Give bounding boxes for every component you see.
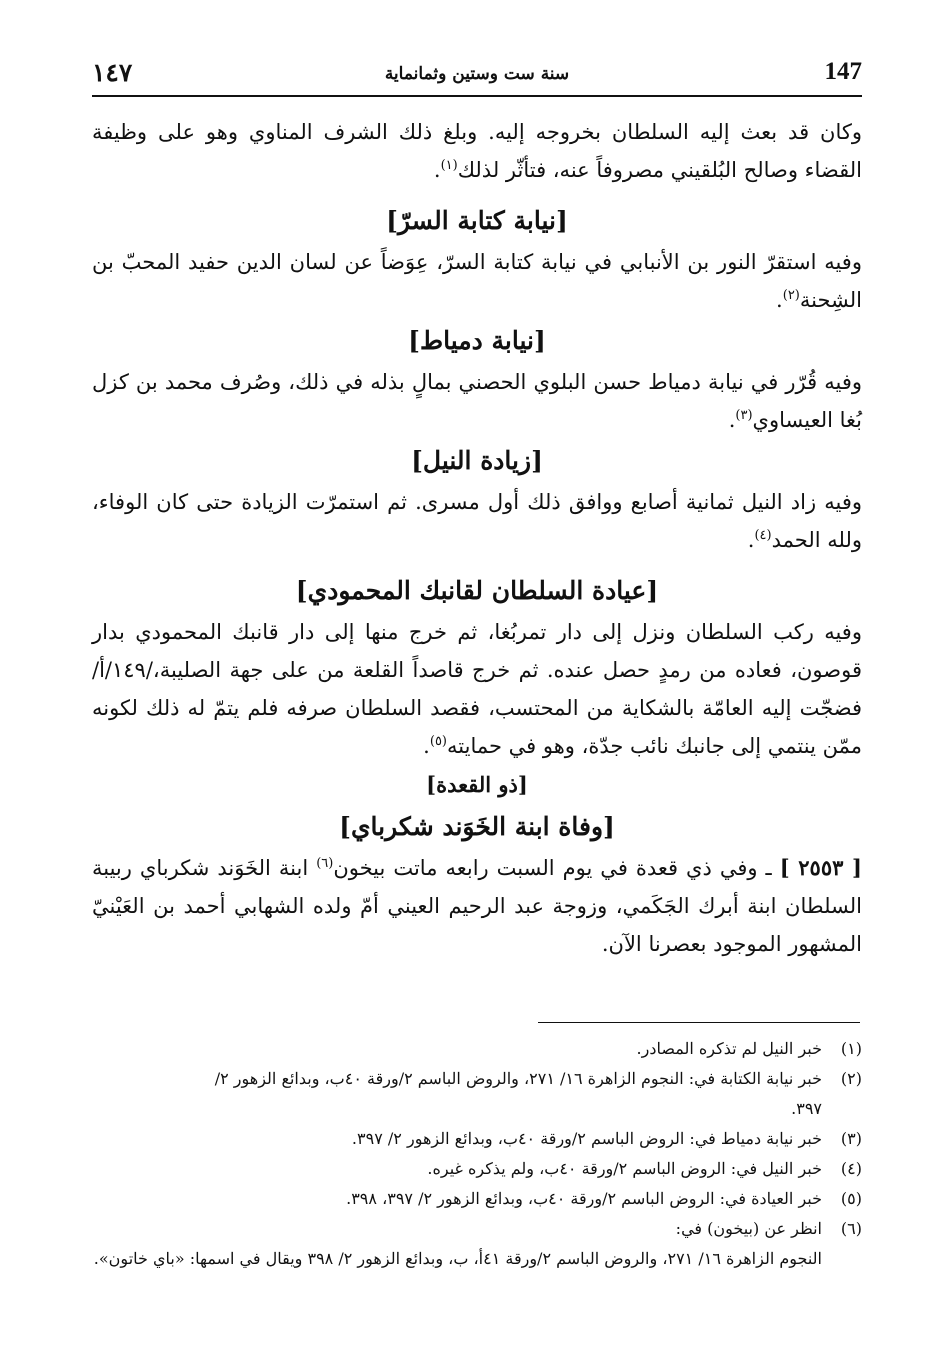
- footnote-number: (٢): [840, 1069, 862, 1088]
- section-heading: [عيادة السلطان لقانبك المحمودي]: [295, 576, 659, 605]
- footnote: [92, 1124, 862, 1154]
- footnote-marker: (٥): [429, 734, 447, 749]
- footnote-text: خبر العيادة في: الروض الباسم ٢/ورقة ٤٠ب، وبدائع الزهور ٢/ ٣٩٧، ٣٩٨.: [346, 1189, 822, 1208]
- footnote-number: (٦): [840, 1219, 862, 1238]
- paragraph: [ ٢٥٥٣ ] ـ وفي ذي قعدة في يوم السبت رابعه ماتت بيخون$^{(٦)}$ ابنة الخَوَند شكرباي ربيبة السلطان ابنة أبرك الجَكَمي، وزوجة عبد الرحيم العيني أمّ ولده الشهابي أحمد بن العَيْنيّ المشهور الموجود بعصرنا الآن.: [92, 855, 862, 956]
- footnote-continuation: النجوم الزاهرة ١٦/ ٢٧١، والروض الباسم ٢/ورقة ٤١أ، ب، وبدائع الزهور ٢/ ٣٩٨ ويقال في اسمها: «باي خاتون».: [93, 1249, 822, 1268]
- footnote-text: خبر نيابة دمياط في: الروض الباسم ٢/ورقة ٤٠ب، وبدائع الزهور ٢/ ٣٩٧.: [351, 1129, 822, 1148]
- footnotes: [92, 1034, 862, 1274]
- header-rule: [92, 95, 862, 97]
- footnote-marker: (٣): [735, 408, 753, 423]
- footnote: [92, 1064, 862, 1094]
- footnote-number: (٣): [840, 1129, 862, 1148]
- section-heading: [زيادة النيل]: [411, 446, 543, 475]
- entry-number: [ ٢٥٥٣ ]: [779, 855, 862, 880]
- footnote-text: خبر النيل في: الروض الباسم ٢/ورقة ٤٠ب، ولم يذكره غيره.: [427, 1159, 822, 1178]
- paragraph: وفيه ركب السلطان ونزل إلى دار تمربُغا، ثم خرج منها إلى دار قانبك المحمودي بدار قوصون، فعاده من رمدٍ حصل عنده. ثم خرج قاصداً القلعة من على جهة الصليبة،/١٤٩/أ/ فضجّت إليه العامّة بالشكاية من المحتسب، فقصد السلطان صرفه فلم يتمّ له ذلك لكونه ممّن ينتمي إلى جانبك نائب جدّة، وهو في حمايته$^{(٥)}$.: [92, 620, 862, 758]
- footnote: [92, 1034, 862, 1064]
- main-text: [92, 113, 862, 963]
- page-number-arabic: ١٤٧: [92, 58, 133, 87]
- footnote-text: انظر عن (بيخون) في:: [675, 1219, 822, 1238]
- footnote-text: خبر نيابة الكتابة في: النجوم الزاهرة ١٦/ ٢٧١، والروض الباسم ٢/ورقة ٤٠ب، وبدائع الزهور ٢/: [214, 1069, 822, 1088]
- footnote: [92, 1154, 862, 1184]
- footnote: [92, 1214, 862, 1244]
- footnote-marker: (٦): [316, 856, 334, 871]
- section-heading: [وفاة ابنة الخَوَند شكرباي]: [339, 812, 615, 841]
- footnote-number: (٥): [840, 1189, 862, 1208]
- paragraph: وفيه استقرّ النور بن الأنبابي في نيابة كتابة السرّ، عِوَضاً عن لسان الدين حفيد المحبّ بن الشِحنة$^{(٢)}$.: [92, 250, 862, 312]
- footnote-marker: (٢): [782, 288, 800, 303]
- paragraph: وفيه زاد النيل ثمانية أصابع ووافق ذلك أول مسرى. ثم استمرّت الزيادة حتى كان الوفاء، ولله الحمد$^{(٤)}$.: [92, 490, 862, 552]
- footnote-number: (١): [840, 1039, 862, 1058]
- footnote-rule: [538, 1022, 860, 1023]
- section-heading: [نيابة كتابة السرّ]: [386, 206, 568, 235]
- page-header: [92, 58, 862, 102]
- footnote-number: (٤): [840, 1159, 862, 1178]
- footnote-marker: (٤): [754, 528, 772, 543]
- page-number-latin: 147: [824, 58, 862, 85]
- section-heading: [نيابة دمياط]: [408, 326, 546, 355]
- month-heading: [ذو القعدة]: [426, 772, 528, 797]
- footnote: [92, 1184, 862, 1214]
- footnote-text: خبر النيل لم تذكره المصادر.: [636, 1039, 822, 1058]
- paragraph: وفيه قُرّر في نيابة دمياط حسن البلوي الحصني بمالٍ بذله في ذلك، وصُرف محمد بن كزل بُغا العيساوي$^{(٣)}$.: [92, 370, 862, 432]
- footnote-continuation: ٣٩٧.: [791, 1099, 822, 1118]
- paragraph: وكان قد بعث إليه السلطان بخروجه إليه. وبلغ ذلك الشرف المناوي وهو على وظيفة القضاء وصالح البُلقيني مصروفاً عنه، فتأثّر لذلك$^{(١)}$.: [92, 120, 862, 182]
- running-title: سنة ست وستين وثمانماية: [384, 64, 570, 84]
- footnote-marker: (١): [440, 158, 458, 173]
